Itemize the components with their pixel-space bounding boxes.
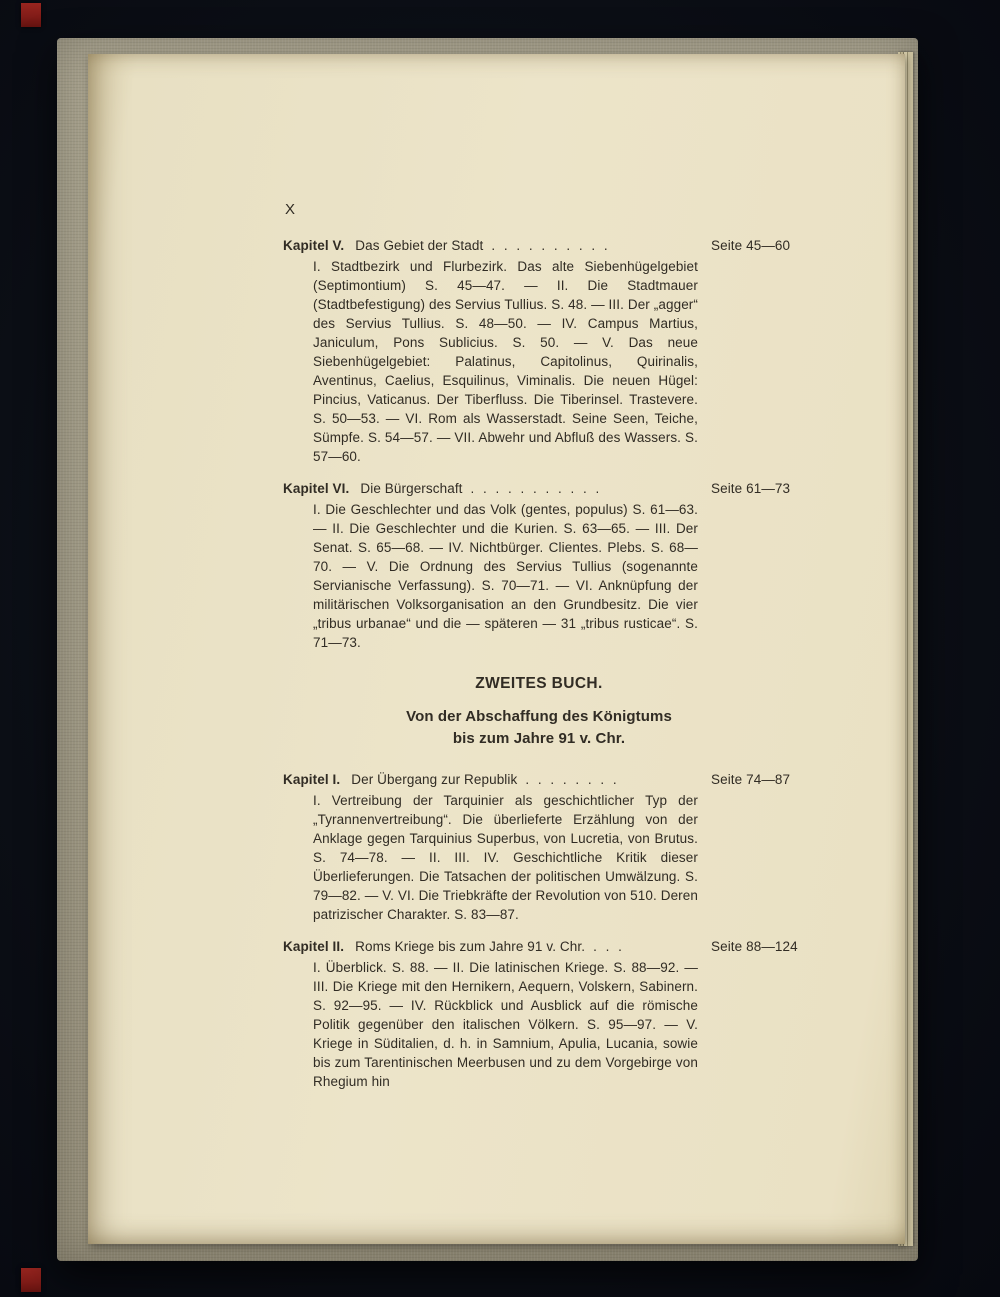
chapter-title: Der Übergang zur Republik [351,772,518,787]
chapter-label: Kapitel V. [283,238,345,253]
chapter-title: Roms Kriege bis zum Jahre 91 v. Chr. [355,939,586,954]
toc-entry [283,770,795,924]
toc-entry-body: I. Vertreibung der Tarquinier als geschichtlicher Typ der „Tyrannenvertreibung“. Die überlieferte Erzählung von der Anklage gegen Tarquinius Superbus, von Lucretia, von Brutus. S. 74—78. — II. III. IV. Geschichtliche Kritik dieser Überlieferungen. Die Tatsachen der politischen Umwälzung. S. 79—82. — V. VI. Die Triebkräfte der Revolution von 510. Deren patrizischer Charakter. S. 83—87. [313,793,698,922]
table-of-contents [283,236,798,1091]
dot-leaders: . . . [593,939,623,954]
dot-leaders: . . . . . . . . . . . [470,481,601,496]
calibration-mark-bottom [21,1268,41,1292]
book-page [88,54,905,1244]
dot-leaders: . . . . . . . . [525,772,618,787]
book-subtitle [283,706,795,750]
toc-entry [283,937,798,1091]
chapter-label: Kapitel II. [283,939,345,954]
toc-entry-body: I. Stadtbezirk und Flurbezirk. Das alte Siebenhügelgebiet (Septimontium) S. 45—47. — II. Die Stadtmauer (Stadtbefestigung) des Servius Tullius. S. 48. — III. Der „agger“ des Servius Tullius. S. 48—50. — IV. Campus Martius, Janiculum, Pons Sublicius. S. 50. — V. Das neue Siebenhügelgebiet: Palatinus, Capitolinus, Quirinalis, Aventinus, Caelius, Esquilinus, Viminalis. Die neuen Hügel: Pincius, Vaticanus. Der Tiberfluss. Die Tiberinsel. Trastevere. S. 50—53. — VI. Rom als Wasserstadt. Seine Seen, Teiche, Sümpfe. S. 54—57. — VII. Abwehr und Abfluß des Wassers. S. 57—60. [313,259,698,464]
book-subtitle-line: Von der Abschaffung des Königtums [406,708,672,725]
page-range: Seite 45—60 [711,238,791,253]
page-range: Seite 88—124 [711,939,798,954]
page-range: Seite 61—73 [711,481,791,496]
chapter-label: Kapitel I. [283,772,341,787]
toc-entry-body: I. Die Geschlechter und das Volk (gentes, populus) S. 61—63. — II. Die Geschlechter und die Kurien. S. 63—65. — III. Der Senat. S. 65—68. — IV. Nichtbürger. Clientes. Plebs. S. 68—70. — V. Die Ordnung des Servius Tullius (sogenannte Servianische Verfassung). S. 70—71. — VI. Anknüpfung der militärischen Volksorganisation an den Grundbesitz. Die vier „tribus urbanae“ und die — späteren — 31 „tribus rusticae“. S. 71—73. [313,502,698,650]
toc-entry-body: I. Überblick. S. 88. — II. Die latinischen Kriege. S. 88—92. — III. Die Kriege mit den Hernikern, Aequern, Volskern, Sabinern. S. 92—95. — IV. Rückblick und Ausblick auf die römische Politik gegenüber den italischen Völkern. S. 95—97. — V. Kriege in Süditalien, d. h. in Samnium, Apulia, Lucania, sowie bis zum Tarentinischen Meerbusen und zu dem Vorgebirge von Rhegium hin [313,960,698,1089]
chapter-title: Die Bürgerschaft [360,481,463,496]
toc-entry-heading [283,236,795,255]
toc-entry-heading [283,770,795,789]
toc-entry-heading [283,937,798,956]
book-cover [57,38,918,1261]
toc-entry-heading [283,479,795,498]
book-subtitle-line: bis zum Jahre 91 v. Chr. [452,730,626,747]
dot-leaders: . . . . . . . . . . [491,238,609,253]
toc-entry [283,479,795,652]
page-range: Seite 74—87 [711,772,791,787]
calibration-mark-top [21,3,41,27]
book-heading: ZWEITES BUCH. [475,675,603,692]
toc-entry [283,236,795,466]
chapter-label: Kapitel VI. [283,481,350,496]
chapter-title: Das Gebiet der Stadt [355,238,484,253]
page-content [283,54,798,1104]
page-number: X [285,201,296,218]
